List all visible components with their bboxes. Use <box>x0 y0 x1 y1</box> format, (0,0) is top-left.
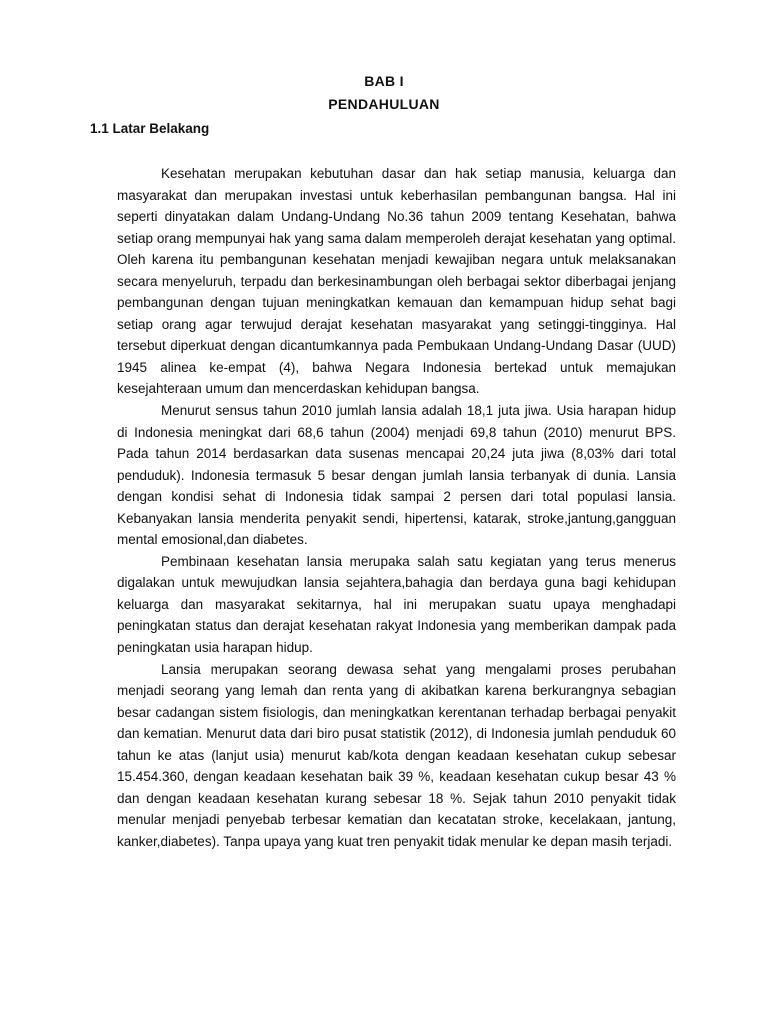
section-heading: 1.1 Latar Belakang <box>90 121 210 136</box>
paragraph: Menurut sensus tahun 2010 jumlah lansia adalah 18,1 juta jiwa. Usia harapan hidup di Indonesia meningkat dari 68,6 tahun (2004) menjadi 69,8 tahun (2010) menurut BPS. Pada tahun 2014 berdasarkan data susenas mencapai 20,24 juta jiwa (8,03% dari total penduduk). Indonesia termasuk 5 besar dengan jumlah lansia terbanyak di dunia. Lansia dengan kondisi sehat di Indonesia tidak sampai 2 persen dari total populasi lansia. Kebanyakan lansia menderita penyakit sendi, hipertensi, katarak, stroke,jantung,gangguan mental emosional,dan diabetes. <box>117 403 676 548</box>
chapter-number: BAB I <box>364 73 404 89</box>
paragraph: Kesehatan merupakan kebutuhan dasar dan hak setiap manusia, keluarga dan masyarakat dan merupakan investasi untuk keberhasilan pembangunan bangsa. Hal ini seperti dinyatakan dalam Undang-Undang No.36 tahun 2009 tentang Kesehatan, bahwa setiap orang mempunyai hak yang sama dalam memperoleh derajat kesehatan yang optimal. Oleh karena itu pembangunan kesehatan menjadi kewajiban negara untuk melaksanakan secara menyeluruh, terpadu dan berkesinambungan oleh berbagai sektor diberbagai jenjang pembangunan dengan tujuan meningkatkan kemauan dan kemampuan hidup sehat bagi setiap orang agar terwujud derajat kesehatan masyarakat yang setinggi-tingginya. Hal tersebut diperkuat dengan dicantumkannya pada Pembukaan Undang-Undang Dasar (UUD) 1945 alinea ke-empat (4), bahwa Negara Indonesia bertekad untuk memajukan kesejahteraan umum dan mencerdaskan kehidupan bangsa. <box>117 166 676 397</box>
paragraph: Pembinaan kesehatan lansia merupaka salah satu kegiatan yang terus menerus digalakan untuk mewujudkan lansia sejahtera,bahagia dan berdaya guna bagi kehidupan keluarga dan masyarakat sekitarnya, hal ini merupakan suatu upaya menghadapi peningkatan status dan derajat kesehatan rakyat Indonesia yang memberikan dampak pada peningkatan usia harapan hidup. <box>117 553 676 656</box>
paragraph: Lansia merupakan seorang dewasa sehat yang mengalami proses perubahan menjadi seorang yang lemah dan renta yang di akibatkan karena berkurangnya sebagian besar cadangan sistem fisiologis, dan meningkatkan kerentanan terhadap berbagai penyakit dan kematian. Menurut data dari biro pusat statistik (2012), di Indonesia jumlah penduduk 60 tahun ke atas (lanjut usia) menurut kab/kota dengan keadaan kesehatan cukup sebesar 15.454.360, dengan keadaan kesehatan baik 39 %, keadaan kesehatan cukup besar 43 % dan dengan keadaan kesehatan kurang sebesar 18 %. Sejak tahun 2010 penyakit tidak menular menjadi penyebab terbesar kematian dan kecatatan stroke, kecelakaan, jantung, kanker,diabetes). Tanpa upaya yang kuat tren penyakit tidak menular ke depan masih terjadi. <box>117 661 676 849</box>
chapter-title: PENDAHULUAN <box>328 96 440 112</box>
body-text <box>117 163 676 853</box>
